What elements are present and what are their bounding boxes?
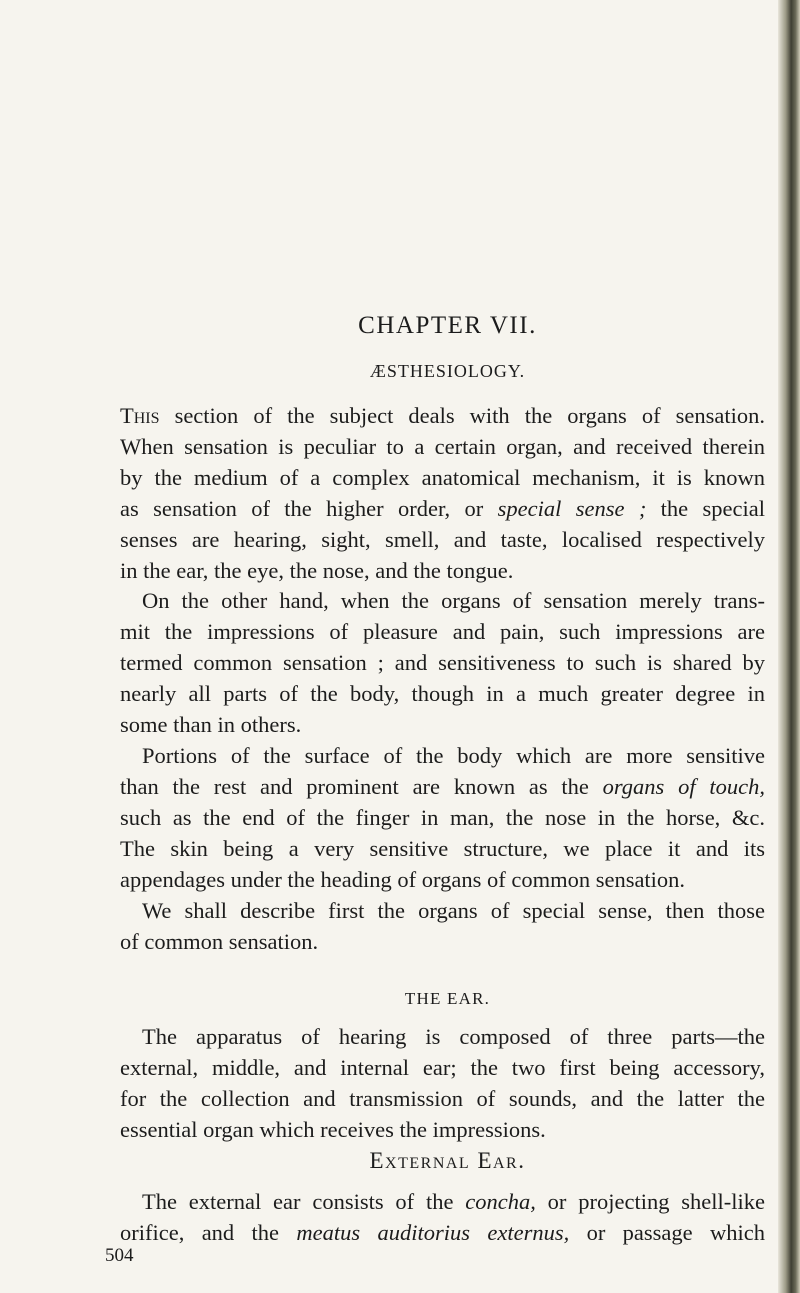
text-line: Portions of the surface of the body which are more sensitive [142,743,765,768]
paragraph-organs-of-touch [120,741,765,896]
text-line: We shall describe first the organs of special sense, then those [142,898,765,923]
text-line: senses are hearing, sight, smell, and taste, localised respectively [120,526,765,552]
text-line: than the rest and prominent are known as the organs of touch, [120,773,765,799]
text-line: termed common sensation ; and sensitiveness to such is shared by [120,649,765,675]
italic-term: special sense ; [497,495,647,521]
text-line: of common sensation. [120,928,319,954]
text-line: The skin being a very sensitive structure, we place it and its [120,835,765,861]
paragraph-common-sensation [120,586,765,741]
paragraph-plan [120,896,765,958]
text-line: external, middle, and internal ear; the two first being accessory, [120,1054,765,1080]
paragraph-apparatus-of-hearing [120,1022,765,1146]
text-line: On the other hand, when the organs of sensation merely trans- [142,588,765,613]
text-line: appendages under the heading of organs of common sensation. [120,866,686,892]
page-number: 504 [105,1245,134,1266]
text-line: for the collection and transmission of sounds, and the latter the [120,1085,765,1111]
text-line: by the medium of a complex anatomical mechanism, it is known [120,464,765,490]
text-line: nearly all parts of the body, though in a much greater degree in [120,680,765,706]
text-line: essential organ which receives the impressions. [120,1116,546,1142]
text-line: orifice, and the meatus auditorius externus, or passage which [120,1219,765,1245]
italic-term: meatus auditorius externus, [296,1219,570,1245]
page-binding-edge [778,0,800,1293]
subsection-heading-external-ear: External Ear. [369,1148,526,1173]
text-line: in the ear, the eye, the nose, and the tongue. [120,557,514,583]
text-line: When sensation is peculiar to a certain organ, and received therein [120,433,765,459]
italic-term: organs of touch, [602,773,765,799]
chapter-title: CHAPTER VII. [358,312,537,339]
text-line: as sensation of the higher order, or special sense ; the special [120,495,765,521]
paragraph-intro [120,401,765,586]
italic-term: concha, [465,1189,536,1214]
text-line: mit the impressions of pleasure and pain, such impressions are [120,618,765,644]
text-line: such as the end of the finger in man, the nose in the horse, &c. [120,804,765,830]
text-line: This section of the subject deals with the organs of sensation. [120,403,765,428]
text-line: The external ear consists of the concha, or projecting shell-like [142,1189,765,1214]
paragraph-external-ear [120,1187,765,1249]
section-heading-the-ear: THE EAR. [404,989,491,1008]
text-line: The apparatus of hearing is composed of three parts—the [142,1024,765,1049]
text-line: some than in others. [120,711,302,737]
section-title: ÆSTHESIOLOGY. [369,361,526,381]
